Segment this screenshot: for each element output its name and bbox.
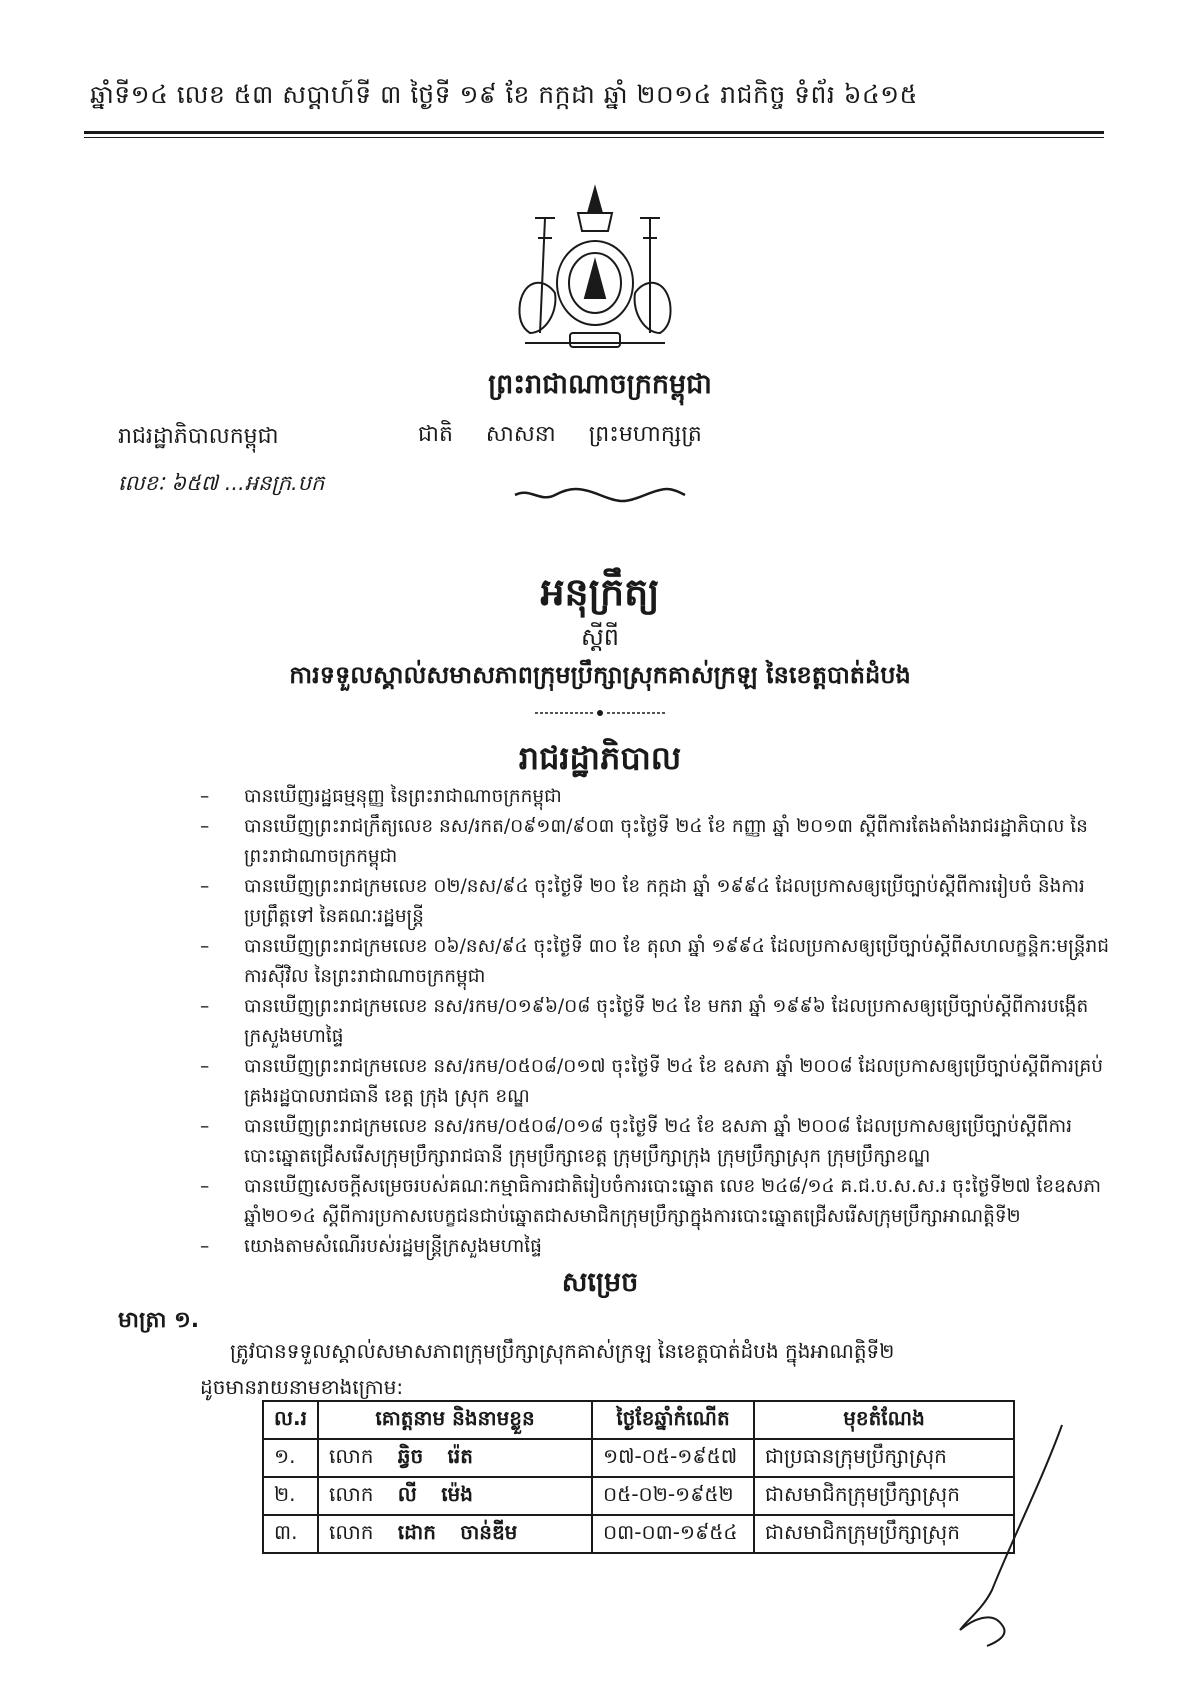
consideration-item: – បានឃើញព្រះរាជក្រមលេខ នស/រកម/០៥០៨/០១៧ ចុះថ្ងៃទី ២៤ ខែ ឧសភា ឆ្នាំ ២០០៨ ដែលប្រកាសឲ្យប្រើច្បាប់ស្ដីពីការគ្រប់គ្រងរដ្ឋបាលរាជធានី ខេត្ត ក្រុង ស្រុក ខណ្ឌ <box>200 1052 1110 1112</box>
small-divider-icon <box>533 707 667 719</box>
honorific: លោក <box>329 1520 374 1544</box>
consideration-item: – បានឃើញព្រះរាជក្រមលេខ នស/រកម/០៥០៨/០១៨ ចុះថ្ងៃទី ២៤ ខែ ឧសភា ឆ្នាំ ២០០៨ ដែលប្រកាសឲ្យប្រើច្បាប់ស្ដីពីការបោះឆ្នោតជ្រើសរើសក្រុមប្រឹក្សារាជធានី ក្រុមប្រឹក្សាខេត្ត ក្រុមប្រឹក្សាក្រុង ក្រុមប្រឹក្សាស្រុក ក្រុមប្រឹក្សាខណ្ឌ <box>200 1112 1110 1172</box>
considerations-list <box>200 782 1110 1262</box>
government-label: រាជរដ្ឋាភិបាលកម្ពុជា <box>118 424 279 449</box>
given-name: ម៉េង <box>441 1482 473 1506</box>
table-row <box>263 1439 1014 1477</box>
column-header-dob: ថ្ងៃខែឆ្នាំកំណើត <box>592 1401 754 1439</box>
given-name: រ៉េត <box>447 1444 473 1468</box>
article-body: ត្រូវបានទទួលស្គាល់សមាសភាពក្រុមប្រឹក្សាស្រុកគាស់ក្រឡ នៃខេត្តបាត់ដំបង ក្នុងអាណត្តិទី២ <box>230 1339 895 1363</box>
motto-king: ព្រះមហាក្សត្រ <box>588 422 702 447</box>
column-header-position: មុខតំណែង <box>754 1401 1014 1439</box>
reference-number: លេខៈ ៦៥៧ ...អនក្រ.បក <box>118 471 325 495</box>
consideration-item: – យោងតាមសំណើរបស់រដ្ឋមន្ត្រីក្រសួងមហាផ្ទៃ <box>200 1232 1110 1262</box>
consideration-item: – បានឃើញព្រះរាជក្រមលេខ ០២/នស/៩៤ ចុះថ្ងៃទី ២០ ខែ កក្កដា ឆ្នាំ ១៩៩៤ ដែលប្រកាសឲ្យប្រើច្បាប់ស្ដីពីការរៀបចំ និងការប្រព្រឹត្តទៅ នៃគណៈរដ្ឋមន្ត្រី <box>200 872 1110 932</box>
consideration-item: – បានឃើញព្រះរាជក្រមលេខ ០៦/នស/៩៤ ចុះថ្ងៃទី ៣០ ខែ តុលា ឆ្នាំ ១៩៩៤ ដែលប្រកាសឲ្យប្រើច្បាប់ស្ដីពីសហលក្ខន្តិកៈមន្ត្រីរាជការស៊ីវិល នៃព្រះរាជាណាចក្រកម្ពុជា <box>200 932 1110 992</box>
column-header-number: ល.រ <box>263 1401 318 1439</box>
document-type: អនុក្រឹត្យ <box>540 570 660 614</box>
consideration-item: – បានឃើញរដ្ឋធម្មនុញ្ញ នៃព្រះរាជាណាចក្រកម្ពុជា <box>200 782 1110 812</box>
document-about: ស្ដីពី <box>580 623 620 651</box>
table-row <box>263 1477 1014 1515</box>
consideration-item: – បានឃើញសេចក្ដីសម្រេចរបស់គណៈកម្មាធិការជាតិរៀបចំការបោះឆ្នោត លេខ ២៤៨/១៤ គ.ជ.ប.ស.ស.រ ចុះថ្ងៃទី២៧ ខែឧសភា ឆ្នាំ២០១៤ ស្ដីពីការប្រកាសបេក្ខជនជាប់ឆ្នោតជាសមាជិកក្រុមប្រឹក្សាក្នុងការបោះឆ្នោតជ្រើសរើសក្រុមប្រឹក្សាអាណត្តិទី២ <box>200 1172 1110 1232</box>
date-of-birth: ០៥-០២-១៩៥២ <box>592 1477 754 1515</box>
article-body-continued: ដូចមានរាយនាមខាងក្រោម: <box>200 1375 404 1399</box>
member-name <box>318 1477 592 1515</box>
given-name: ចាន់ឌីម <box>460 1520 518 1544</box>
member-name <box>318 1439 592 1477</box>
motto-religion: សាសនា <box>485 422 556 447</box>
gazette-header: ឆ្នាំទី១៤ លេខ ៥៣ សប្ដាហ៍ទី ៣ ថ្ងៃទី ១៩ ខែ កក្កដា ឆ្នាំ ២០១៤ រាជកិច្ច ទំព័រ ៦៤១៥ <box>90 80 918 109</box>
honorific: លោក <box>329 1444 374 1468</box>
position: ជាសមាជិកក្រុមប្រឹក្សាស្រុក <box>754 1515 1014 1553</box>
document-subject: ការទទួលស្គាល់សមាសភាពក្រុមប្រឹក្សាស្រុកគាស់ក្រឡ នៃខេត្តបាត់ដំបង <box>289 661 911 689</box>
kingdom-title: ព្រះរាជាណាចក្រកម្ពុជា <box>488 369 712 400</box>
consideration-item: – បានឃើញព្រះរាជក្រឹត្យលេខ នស/រកត/០៩១៣/៩០៣ ចុះថ្ងៃទី ២៤ ខែ កញ្ញា ឆ្នាំ ២០១៣ ស្ដីពីការតែងតាំងរាជរដ្ឋាភិបាល នៃព្រះរាជាណាចក្រកម្ពុជា <box>200 812 1110 872</box>
table-row <box>263 1515 1014 1553</box>
family-name: ដោក <box>397 1520 436 1544</box>
royal-coat-of-arms-icon <box>500 183 690 358</box>
national-motto <box>418 420 838 452</box>
member-table <box>262 1400 1015 1554</box>
issuing-authority: រាជរដ្ឋាភិបាល <box>518 739 682 777</box>
family-name: លី <box>397 1482 417 1506</box>
honorific: លោក <box>329 1482 374 1506</box>
table-header-row <box>263 1401 1014 1439</box>
position: ជាសមាជិកក្រុមប្រឹក្សាស្រុក <box>754 1477 1014 1515</box>
member-name <box>318 1515 592 1553</box>
column-header-name: គោត្តនាម និងនាមខ្លួន <box>318 1401 592 1439</box>
date-of-birth: ០៣-០៣-១៩៥៤ <box>592 1515 754 1553</box>
ornament-divider-icon <box>510 485 690 505</box>
row-number: ១. <box>263 1439 318 1477</box>
row-number: ២. <box>263 1477 318 1515</box>
position: ជាប្រធានក្រុមប្រឹក្សាស្រុក <box>754 1439 1014 1477</box>
row-number: ៣. <box>263 1515 318 1553</box>
header-rule <box>84 131 1104 134</box>
header-rule-thin <box>84 137 1104 138</box>
family-name: ឆ្វិច <box>397 1444 424 1468</box>
motto-nation: ជាតិ <box>418 422 453 447</box>
date-of-birth: ១៧-០៥-១៩៥៧ <box>592 1439 754 1477</box>
consideration-item: – បានឃើញព្រះរាជក្រមលេខ នស/រកម/០១៩៦/០៨ ចុះថ្ងៃទី ២៤ ខែ មករា ឆ្នាំ ១៩៩៦ ដែលប្រកាសឲ្យប្រើច្បាប់ស្ដីពីការបង្កើតក្រសួងមហាផ្ទៃ <box>200 992 1110 1052</box>
decision-heading: សម្រេច <box>561 1267 639 1298</box>
article-label: មាត្រា ១. <box>118 1308 200 1333</box>
handwritten-signature-icon <box>952 1420 1072 1650</box>
